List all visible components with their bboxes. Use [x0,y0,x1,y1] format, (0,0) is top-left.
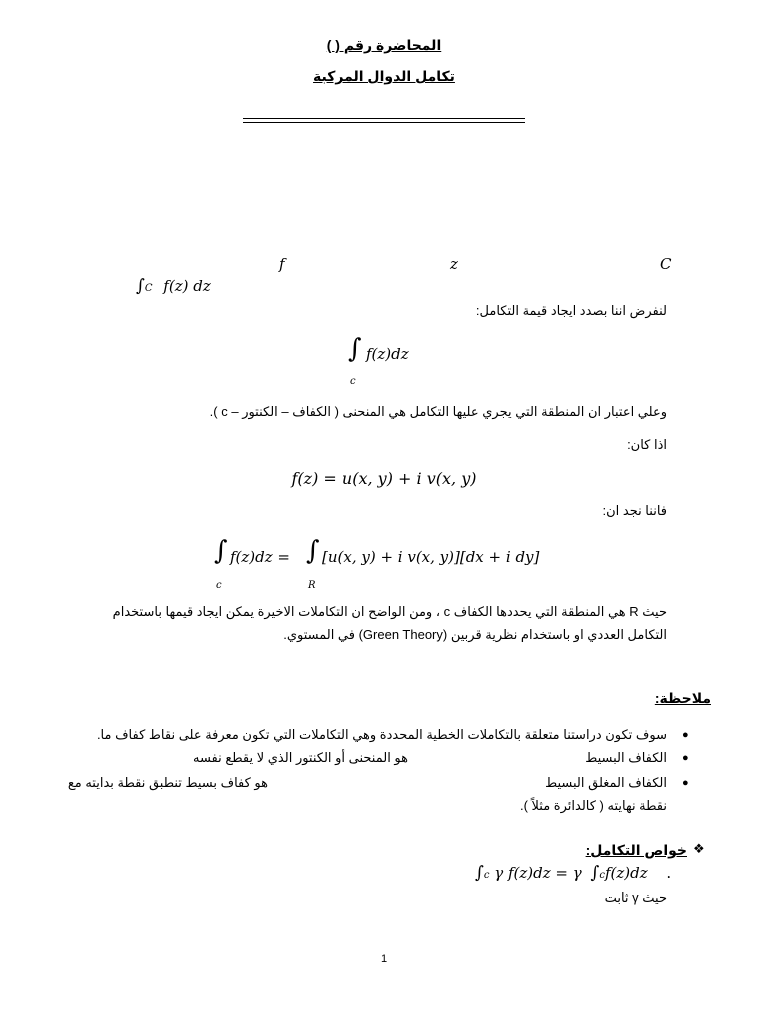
eq1-lower-limit: c [350,376,356,387]
where-paragraph-line-1: حيث R هي المنطقة التي يحددها الكفاف c ، ومن الواضح ان التكاملات الاخيرة يمكن ايجاد قيمها باستخدام [112,604,667,619]
eq3-lower-limit-left: c [216,580,222,591]
assume-text: لنفرض اننا بصدد ايجاد قيمة التكامل: [475,303,667,318]
bullet-3-icon: ● [682,777,689,789]
properties-heading: خواص التكامل: [585,842,687,858]
variable-z: z [450,255,458,273]
if-text: اذا كان: [627,437,667,452]
region-text: وعلي اعتبار ان المنطقة التي يجري عليها التكامل هي المنحنى ( الكفاف – الكنتور – c ). [209,404,667,419]
note-bullet-2-desc: هو المنحنى أو الكنتور الذي لا يقطع نفسه [192,750,408,765]
eq1-integral-sign: ∫ [348,334,362,364]
prop-subscript-right: c [599,870,605,881]
note-bullet-3-desc: هو كفاف بسيط تنطبق نقطة بدايته مع [67,775,268,790]
then-text: فاننا نجد ان: [602,503,667,518]
prop-integral-sign-left: ∫ [475,863,484,883]
prop-left-expression: γ f(z)dz = γ [494,864,582,882]
bullet-2-icon: ● [682,752,689,764]
inline-integral [136,276,211,296]
note-bullet-3-continuation: نقطة نهايته ( كالدائرة مثلاً ). [519,798,667,813]
eq3-lower-limit-right: R [308,580,316,591]
variable-f: f [279,255,285,273]
eq3-rhs: [u(x, y) + i v(x, y)][dx + i dy] [322,548,540,566]
prop-subscript-left: c [483,870,490,881]
note-bullet-2-label: الكفاف البسيط [585,750,667,765]
prop-dot: . [666,864,672,882]
equation-3 [214,536,564,596]
diamond-bullet-icon: ❖ [693,841,705,856]
eq1-expression: f(z)dz [366,345,409,363]
prop-right-expression: f(z)dz [604,864,648,882]
properties-constant-text: حيث γ ثابت [604,890,667,905]
bullet-1-icon: ● [682,729,689,741]
where-paragraph-line-2: التكامل العددي او باستخدام نظرية قربين (Green Theory) في المستوي. [283,627,667,642]
eq3-lhs: f(z)dz = [230,548,290,566]
title-divider-top [243,118,525,119]
note-bullet-3-label: الكفاف المغلق البسيط [545,775,667,790]
eq3-integral-sign-left: ∫ [214,536,228,566]
prop-integral-sign-right: ∫ [590,863,600,883]
page-number: 1 [380,953,388,965]
equation-1 [348,334,488,394]
title-divider-bottom [243,122,525,123]
integral-expression: f(z) dz [163,277,211,295]
note-heading: ملاحظة: [654,690,711,706]
integral-subscript: C [144,283,153,294]
topic-title: تكامل الدوال المركبة [313,68,455,84]
eq3-integral-sign-right: ∫ [306,536,320,566]
equation-2: f(z) = u(x, y) + i v(x, y) [291,469,477,488]
variable-C: C [660,255,672,273]
properties-formula [475,863,705,887]
note-bullet-1: سوف تكون دراستنا متعلقة بالتكاملات الخطية المحددة وهي التكاملات التي تكون معرفة على نقاط كفاف ما. [96,727,667,742]
lecture-title: المحاضرة رقم ( ) [326,37,442,53]
integral-sign: ∫ [136,276,145,296]
